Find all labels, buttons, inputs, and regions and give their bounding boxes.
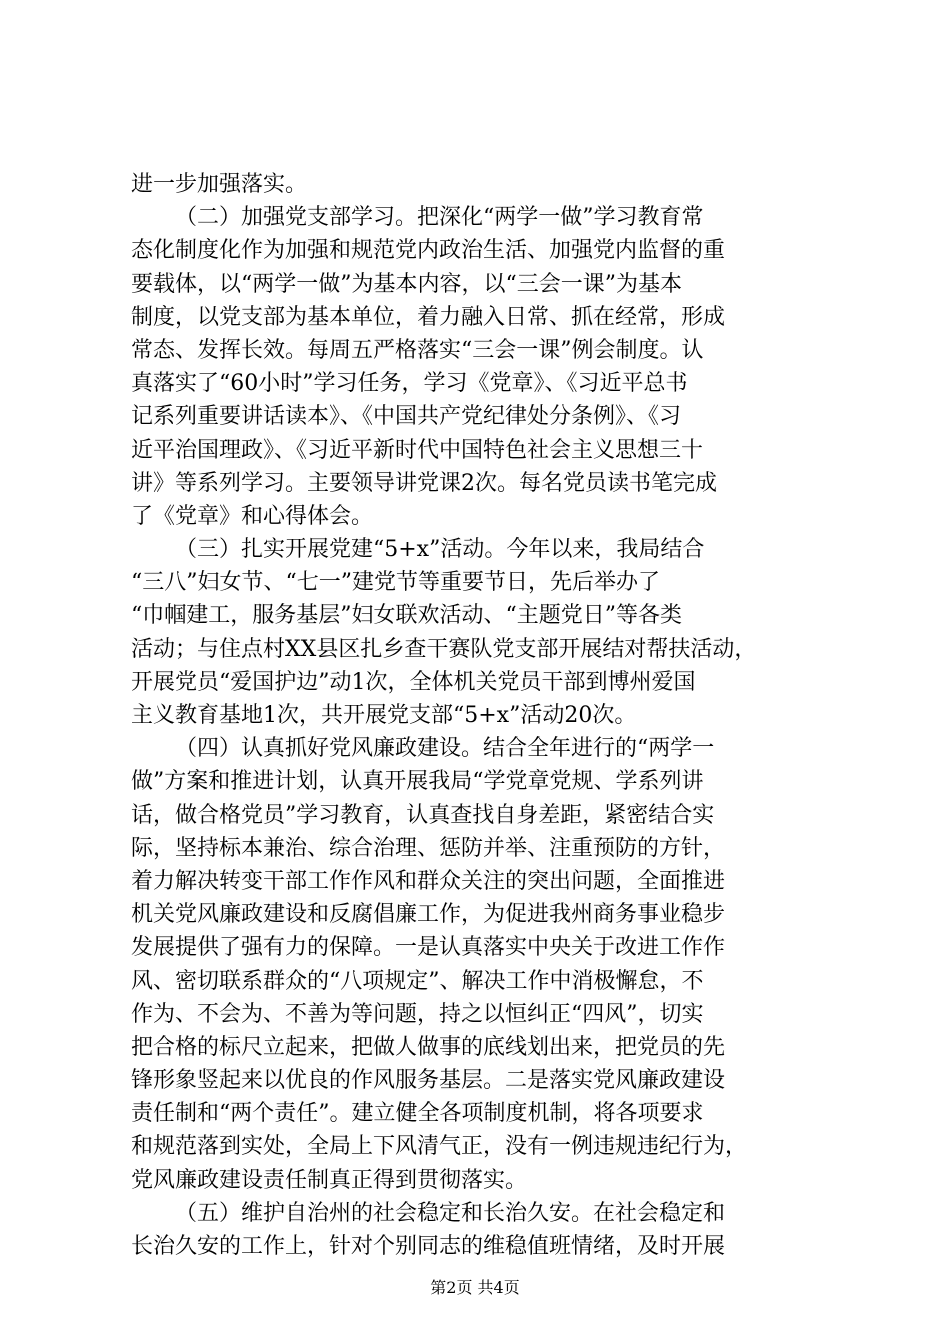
text-line: “三八”妇女节、“七一”建党节等重要节日，先后举办了 [131,570,660,596]
text-line: 着力解决转变干部工作作风和群众关注的突出问题，全面推进 [131,868,726,894]
text-line: 风、密切联系群众的“八项规定”、解决工作中消极懈怠，不 [131,968,704,994]
text-line: 态化制度化作为加强和规范党内政治生活、加强党内监督的重 [131,238,726,264]
text-line: 长治久安的工作上，针对个别同志的维稳值班情绪，及时开展 [131,1234,726,1259]
text-line: （五）维护自治州的社会稳定和长治久安。在社会稳定和 [175,1200,726,1226]
text-line: 把合格的标尺立起来，把做人做事的底线划出来，把党员的先 [131,1034,726,1060]
text-line: 进一步加强落实。 [131,172,308,197]
text-line: （三）扎实开展党建“5+x”活动。今年以来，我局结合 [175,537,705,563]
text-line: 发展提供了强有力的保障。一是认真落实中央关于改进工作作 [131,935,726,961]
text-line: 开展党员“爱国护边”动1次，全体机关党员干部到博州爱国 [131,669,696,695]
page-footer: 第2页 共4页 [430,1278,520,1297]
text-line: 常态、发挥长效。每周五严格落实“三会一课”例会制度。认 [131,337,704,363]
text-line: 真落实了“60小时”学习任务，学习《党章》、《习近平总书 [131,371,688,397]
text-line: 了《党章》和心得体会。 [131,503,374,529]
text-line: （四）认真抓好党风廉政建设。结合全年进行的“两学一 [175,736,715,762]
text-line: 近平治国理政》、《习近平新时代中国特色社会主义思想三十 [131,437,704,463]
text-line: 记系列重要讲话读本》、《中国共产党纪律处分条例》、《习 [131,404,682,430]
text-line: 要载体，以“两学一做”为基本内容，以“三会一课”为基本 [131,271,682,297]
text-line: 责任制和“两个责任”。建立健全各项制度机制，将各项要求 [131,1101,704,1127]
text-line: 制度，以党支部为基本单位，着力融入日常、抓在经常，形成 [131,304,726,330]
text-line: 讲》等系列学习。主要领导讲党课2次。每名党员读书笔完成 [131,470,717,496]
text-line: 话，做合格党员”学习教育，认真查找自身差距，紧密结合实 [131,802,715,828]
text-line: 和规范落到实处，全局上下风清气正，没有一例违规违纪行为， [131,1134,748,1160]
text-line: 作为、不会为、不善为等问题，持之以恒纠正“四风”，切实 [131,1001,704,1027]
text-line: 机关党风廉政建设和反腐倡廉工作，为促进我州商务事业稳步 [131,902,726,928]
document-body [131,168,831,1263]
text-line: 活动；与住点村XX县区扎乡查干赛队党支部开展结对帮扶活动， [131,636,757,662]
text-line: 党风廉政建设责任制真正得到贯彻落实。 [131,1167,528,1193]
text-line: 锋形象竖起来以优良的作风服务基层。二是落实党风廉政建设 [131,1068,726,1094]
text-line: 主义教育基地1次，共开展党支部“5+x”活动20次。 [131,703,637,728]
text-line: 际，坚持标本兼治、综合治理、惩防并举、注重预防的方针， [131,835,726,861]
text-line: “巾帼建工，服务基层”妇女联欢活动、“主题党日”等各类 [131,603,682,629]
text-line: （二）加强党支部学习。把深化“两学一做”学习教育常 [175,205,704,231]
text-line: 做”方案和推进计划，认真开展我局“学党章党规、学系列讲 [131,769,704,795]
